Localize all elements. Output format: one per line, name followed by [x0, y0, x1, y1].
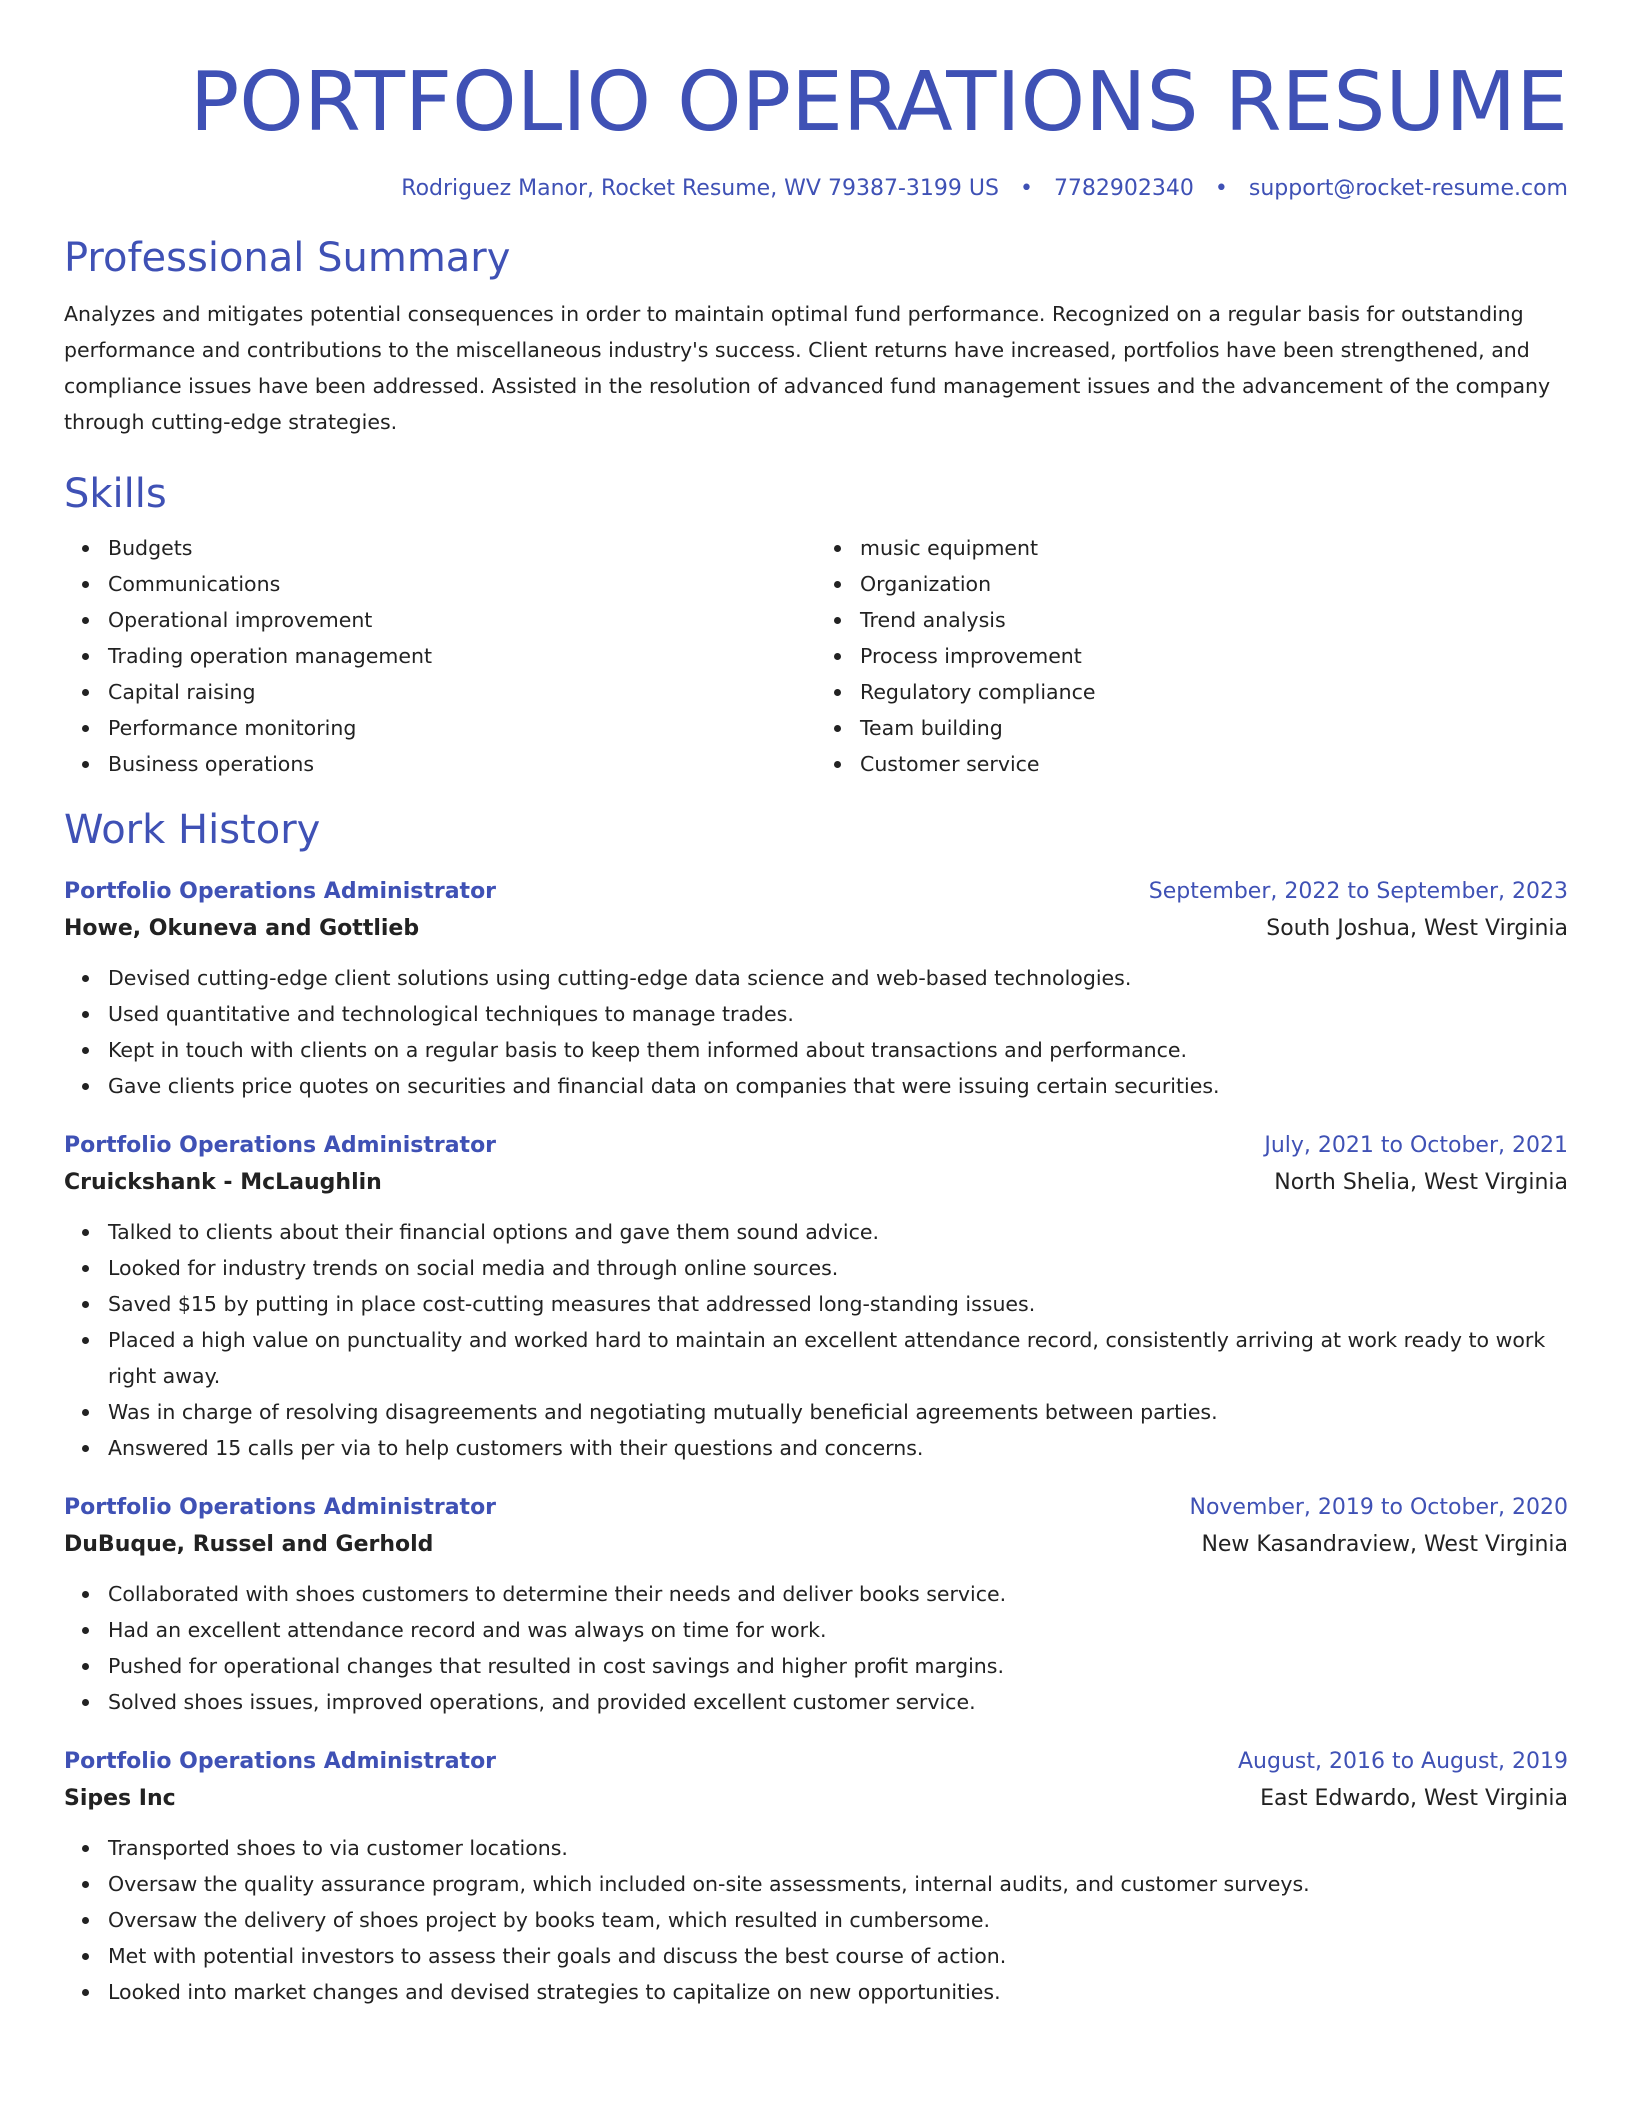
job-header-row	[64, 1490, 1568, 1526]
contact-line	[64, 174, 1568, 204]
job-bullet: Was in charge of resolving disagreements and negotiating mutually beneficial agreements between parties.	[108, 1394, 1568, 1430]
job-bullet: Placed a high value on punctuality and worked hard to maintain an excellent attendance record, consistently arriving at work ready to work right away.	[108, 1322, 1568, 1394]
job-company-row	[64, 910, 1568, 948]
job-bullets	[64, 960, 1568, 1104]
job-company: Cruickshank - McLaughlin	[64, 1170, 382, 1195]
job-header-row	[64, 1744, 1568, 1780]
job-entry	[64, 1490, 1568, 1720]
skill-item: Operational improvement	[108, 602, 816, 638]
job-title: Portfolio Operations Administrator	[64, 879, 497, 904]
skills-heading: Skills	[64, 471, 167, 517]
job-company-row	[64, 1526, 1568, 1564]
job-bullet: Used quantitative and technological techniques to manage trades.	[108, 996, 1568, 1032]
job-dates: September, 2022 to September, 2023	[1148, 879, 1568, 904]
skill-item: Business operations	[108, 746, 816, 782]
job-company-row	[64, 1164, 1568, 1202]
skill-item: Process improvement	[860, 638, 1568, 674]
skill-item: Budgets	[108, 530, 816, 566]
contact-phone: 7782902340	[1053, 176, 1194, 201]
job-bullet: Transported shoes to via customer locations.	[108, 1830, 1568, 1866]
job-bullet: Solved shoes issues, improved operations, and provided excellent customer service.	[108, 1684, 1568, 1720]
job-title: Portfolio Operations Administrator	[64, 1495, 497, 1520]
skill-item: Capital raising	[108, 674, 816, 710]
job-company: DuBuque, Russel and Gerhold	[64, 1532, 434, 1557]
skill-item: Customer service	[860, 746, 1568, 782]
skill-item: Communications	[108, 566, 816, 602]
job-location: North Shelia, West Virginia	[1274, 1170, 1568, 1195]
summary-heading: Professional Summary	[64, 235, 511, 281]
job-entry	[64, 1128, 1568, 1466]
job-entry	[64, 874, 1568, 1104]
skill-item: Regulatory compliance	[860, 674, 1568, 710]
skill-item: Trend analysis	[860, 602, 1568, 638]
contact-address: Rodriguez Manor, Rocket Resume, WV 79387-3199 US	[401, 176, 999, 201]
job-bullet: Met with potential investors to assess their goals and discuss the best course of action.	[108, 1938, 1568, 1974]
job-header-row	[64, 1128, 1568, 1164]
job-company: Sipes Inc	[64, 1786, 176, 1811]
skill-item: Trading operation management	[108, 638, 816, 674]
job-entry	[64, 1744, 1568, 2010]
job-bullet: Saved $15 by putting in place cost-cutting measures that addressed long-standing issues.	[108, 1286, 1568, 1322]
job-bullets	[64, 1830, 1568, 2010]
contact-email: support@rocket-resume.com	[1248, 176, 1568, 201]
contact-separator: •	[1019, 176, 1033, 201]
skill-item: music equipment	[860, 530, 1568, 566]
job-company: Howe, Okuneva and Gottlieb	[64, 916, 420, 941]
job-bullet: Oversaw the delivery of shoes project by books team, which resulted in cumbersome.	[108, 1902, 1568, 1938]
job-bullet: Pushed for operational changes that resulted in cost savings and higher profit margins.	[108, 1648, 1568, 1684]
job-dates: November, 2019 to October, 2020	[1189, 1495, 1568, 1520]
job-bullet: Oversaw the quality assurance program, which included on-site assessments, internal audits, and customer surveys.	[108, 1866, 1568, 1902]
skills-grid	[64, 530, 1568, 782]
work-history-heading: Work History	[64, 807, 321, 853]
job-title: Portfolio Operations Administrator	[64, 1749, 497, 1774]
job-bullet: Collaborated with shoes customers to determine their needs and deliver books service.	[108, 1576, 1568, 1612]
job-bullet: Gave clients price quotes on securities and financial data on companies that were issuing certain securities.	[108, 1068, 1568, 1104]
job-bullet: Looked into market changes and devised strategies to capitalize on new opportunities.	[108, 1974, 1568, 2010]
resume-title: PORTFOLIO OPERATIONS RESUME	[189, 55, 1568, 150]
job-title: Portfolio Operations Administrator	[64, 1133, 497, 1158]
job-bullet: Devised cutting-edge client solutions using cutting-edge data science and web-based technologies.	[108, 960, 1568, 996]
job-bullet: Talked to clients about their financial options and gave them sound advice.	[108, 1214, 1568, 1250]
job-header-row	[64, 874, 1568, 910]
skill-item: Organization	[860, 566, 1568, 602]
job-location: East Edwardo, West Virginia	[1260, 1786, 1568, 1811]
job-company-row	[64, 1780, 1568, 1818]
job-bullets	[64, 1576, 1568, 1720]
job-bullets	[64, 1214, 1568, 1466]
job-bullet: Kept in touch with clients on a regular basis to keep them informed about transactions and performance.	[108, 1032, 1568, 1068]
job-dates: July, 2021 to October, 2021	[1264, 1133, 1568, 1158]
job-bullet: Had an excellent attendance record and was always on time for work.	[108, 1612, 1568, 1648]
job-location: New Kasandraview, West Virginia	[1201, 1532, 1568, 1557]
job-bullet: Looked for industry trends on social media and through online sources.	[108, 1250, 1568, 1286]
job-dates: August, 2016 to August, 2019	[1238, 1749, 1568, 1774]
contact-separator: •	[1214, 176, 1228, 201]
skills-list-right	[816, 530, 1568, 782]
job-bullet: Answered 15 calls per via to help customers with their questions and concerns.	[108, 1430, 1568, 1466]
skills-list-left	[64, 530, 816, 782]
skill-item: Team building	[860, 710, 1568, 746]
summary-text: Analyzes and mitigates potential consequences in order to maintain optimal fund performance. Recognized on a regular basis for outstanding performance and contributions to the miscellaneous industry's success. Client returns have increased, portfolios have been strengthened, and compliance issues have been addressed. Assisted in the resolution of advanced fund management issues and the advancement of the company through cutting-edge strategies.	[64, 302, 1551, 434]
job-location: South Joshua, West Virginia	[1266, 916, 1568, 941]
skill-item: Performance monitoring	[108, 710, 816, 746]
